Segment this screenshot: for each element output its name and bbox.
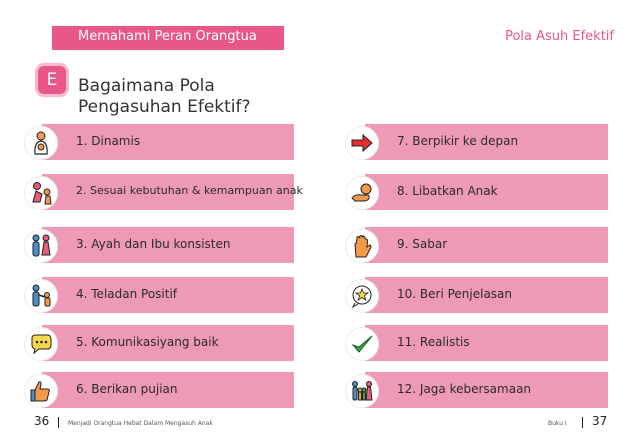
speech-bubble-icon <box>24 327 58 361</box>
list-item-3 <box>24 227 294 263</box>
list-item-label: 1. Dinamis <box>76 134 141 148</box>
list-item-label: 9. Sabar <box>397 237 448 251</box>
red-arrow-right-icon <box>345 126 379 160</box>
list-item-4 <box>24 277 294 313</box>
section-title <box>78 76 298 118</box>
raised-hand-icon <box>345 229 379 263</box>
list-item-label: 5. Komunikasiyang baik <box>76 335 219 349</box>
list-item-2 <box>24 174 303 210</box>
page-number-right: 37 <box>592 414 608 428</box>
header-right-title: Pola Asuh Efektif <box>505 29 614 44</box>
footer-divider-left <box>58 417 59 428</box>
list-item-label: 7. Berpikir ke depan <box>397 134 519 148</box>
list-item-8 <box>345 174 608 210</box>
list-item-label: 3. Ayah dan Ibu konsisten <box>76 237 231 251</box>
hand-holding-icon <box>345 176 379 210</box>
list-item-9 <box>345 227 608 263</box>
mother-child-icon <box>24 126 58 160</box>
idea-star-bubble-icon <box>345 279 379 313</box>
adult-child-example-icon <box>24 279 58 313</box>
list-item-label: 8. Libatkan Anak <box>397 184 498 198</box>
list-item-7 <box>345 124 608 160</box>
list-item-label: 11. Realistis <box>397 335 470 349</box>
thumbs-up-icon <box>24 374 58 408</box>
section-title-line2: Pengasuhan Efektif? <box>78 97 251 117</box>
checkmark-icon <box>345 327 379 361</box>
list-item-label: 6. Berikan pujian <box>76 382 178 396</box>
footer-book-title: Menjadi Orangtua Hebat Dalam Mengasuh Anak <box>68 420 213 427</box>
page-number-left: 36 <box>34 414 50 428</box>
list-item-5 <box>24 325 294 361</box>
list-item-1 <box>24 124 294 160</box>
list-item-6 <box>24 372 294 408</box>
father-mother-icon <box>24 229 58 263</box>
list-item-label: 4. Teladan Positif <box>76 287 178 301</box>
list-item-12 <box>345 372 608 408</box>
section-badge: E <box>38 66 66 94</box>
list-item-10 <box>345 277 608 313</box>
section-title-line1: Bagaimana Pola <box>78 76 215 96</box>
parent-kneeling-child-icon <box>24 176 58 210</box>
list-item-label: 10. Beri Penjelasan <box>397 287 513 301</box>
list-item-label: 12. Jaga kebersamaan <box>397 382 532 396</box>
header-left-title: Memahami Peran Orangtua <box>78 29 257 44</box>
footer-divider-right <box>582 417 583 428</box>
header-band <box>52 26 284 50</box>
list-item-11 <box>345 325 608 361</box>
list-item-label: 2. Sesuai kebutuhan & kemampuan anak <box>76 184 303 197</box>
footer-book-label: Buku I <box>548 420 567 427</box>
family-group-icon <box>345 374 379 408</box>
